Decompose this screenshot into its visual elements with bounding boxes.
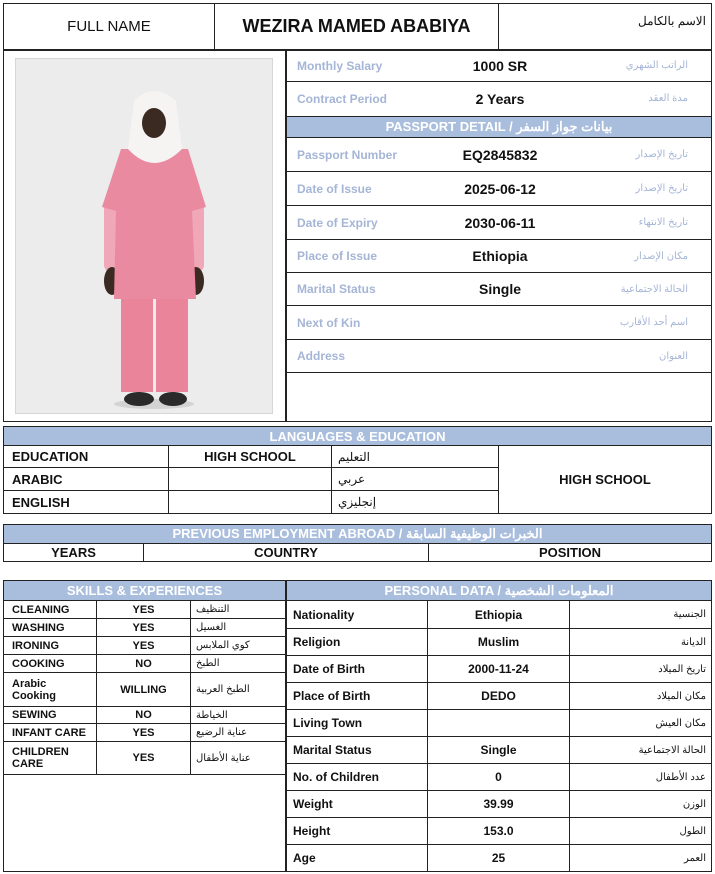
next-of-kin-value <box>430 306 570 339</box>
employment-col-position: POSITION <box>538 545 602 560</box>
skill-ironing-value: YES <box>132 639 155 652</box>
education-label-ar: التعليم <box>338 449 370 464</box>
nationality-label: Nationality <box>293 607 355 622</box>
skill-arabic-cooking-value: WILLING <box>120 683 167 696</box>
address-value <box>430 340 570 372</box>
issue-date-label-ar: تاريخ الإصدار <box>635 183 688 194</box>
address-label-ar: العنوان <box>659 350 688 362</box>
candidate-photo <box>15 58 273 414</box>
passport-marital-label-ar: الحالة الاجتماعية <box>620 283 688 295</box>
employment-col-country: COUNTRY <box>254 545 318 560</box>
next-of-kin-label-ar: اسم أحد الأقارب <box>619 317 688 328</box>
skill-cleaning-value: YES <box>132 603 155 616</box>
skill-cooking-label: COOKING <box>12 657 65 670</box>
english-label: ENGLISH <box>12 494 70 510</box>
place-of-birth-value: DEDO <box>481 689 516 703</box>
next-of-kin-label: Next of Kin <box>297 315 361 330</box>
skill-arabic-cooking-label: Arabic Cooking <box>12 677 56 702</box>
place-of-issue-value: Ethiopia <box>472 248 528 264</box>
children-count-label: No. of Children <box>293 770 379 784</box>
weight-label-ar: الوزن <box>682 798 706 810</box>
place-of-issue-label-ar: مكان الإصدار <box>634 250 688 262</box>
passport-number-label: Passport Number <box>297 147 398 162</box>
living-town-label: Living Town <box>293 716 363 730</box>
skill-washing-value: YES <box>132 621 155 634</box>
salary-value: 1000 SR <box>472 57 528 74</box>
english-value <box>169 491 331 513</box>
address-label: Address <box>297 349 346 363</box>
dob-label-ar: تاريخ الميلاد <box>658 663 706 675</box>
height-label: Height <box>293 824 331 838</box>
expiry-date-value: 2030-06-11 <box>464 214 536 231</box>
period-label: Contract Period <box>297 91 388 106</box>
age-label-ar: العمر <box>684 852 706 864</box>
period-label-ar: مدة العقد <box>648 93 688 104</box>
expiry-date-label-ar: تاريخ الانتهاء <box>638 217 688 228</box>
skill-cooking-label-ar: الطبخ <box>196 658 220 669</box>
nationality-value: Ethiopia <box>474 607 523 622</box>
place-of-birth-label-ar: مكان الميلاد <box>656 690 706 702</box>
skill-children-care-label: CHILDREN CARE <box>12 746 69 770</box>
education-value: HIGH SCHOOL <box>204 449 296 464</box>
english-label-ar: إنجليزي <box>338 495 377 509</box>
place-of-birth-label: Place of Birth <box>293 689 371 703</box>
skill-sewing-label-ar: الخياطة <box>196 709 228 721</box>
person-figure-icon <box>16 59 274 415</box>
skill-ironing-label: IRONING <box>12 639 60 652</box>
expiry-date-label: Date of Expiry <box>297 215 378 230</box>
skill-cleaning-label: CLEANING <box>12 603 70 616</box>
weight-value: 39.99 <box>483 797 514 811</box>
living-town-value <box>428 710 569 736</box>
dob-label: Date of Birth <box>293 662 365 676</box>
education-label: EDUCATION <box>12 449 89 464</box>
height-label-ar: الطول <box>679 825 706 837</box>
age-value: 25 <box>491 851 506 865</box>
salary-label-ar: الراتب الشهري <box>625 60 688 71</box>
issue-date-value: 2025-06-12 <box>464 180 536 197</box>
candidate-name: WEZIRA MAMED ABABIYA <box>242 16 471 36</box>
children-count-label-ar: عدد الأطفال <box>655 771 706 783</box>
personal-section-title: PERSONAL DATA / المعلومات الشخصية <box>286 580 712 601</box>
employment-section-title: PREVIOUS EMPLOYMENT ABROAD / الخبرات الوظيفية السابقة <box>3 524 712 544</box>
skill-children-care-label-ar: عناية الأطفال <box>196 752 251 764</box>
religion-value: Muslim <box>477 635 520 649</box>
skill-sewing-label: SEWING <box>12 709 57 721</box>
skill-arabic-cooking-label-ar: الطبخ العربية <box>196 684 250 695</box>
arabic-value <box>169 468 331 490</box>
nationality-label-ar: الجنسية <box>673 609 706 620</box>
personal-marital-label-ar: الحالة الاجتماعية <box>638 744 706 756</box>
skill-washing-label: WASHING <box>12 621 65 634</box>
languages-section-title: LANGUAGES & EDUCATION <box>3 426 712 446</box>
arabic-label-ar: عربي <box>338 472 366 486</box>
arabic-label: ARABIC <box>12 471 63 487</box>
skill-ironing-label-ar: كوي الملابس <box>196 640 250 651</box>
education-summary: HIGH SCHOOL <box>559 472 651 487</box>
passport-number-label-ar: تاريخ الإصدار <box>635 149 688 160</box>
full-name-label: FULL NAME <box>67 18 151 35</box>
children-count-value: 0 <box>495 770 502 784</box>
skill-infant-care-label: INFANT CARE <box>12 726 86 739</box>
skill-infant-care-label-ar: عناية الرضيع <box>196 727 248 738</box>
employment-col-years: YEARS <box>51 545 96 560</box>
passport-marital-label: Marital Status <box>297 282 376 296</box>
skill-cleaning-label-ar: التنظيف <box>196 604 230 615</box>
skill-cooking-value: NO <box>135 657 152 670</box>
passport-section-title: PASSPORT DETAIL / بيانات جواز السفر <box>286 116 712 138</box>
passport-number-value: EQ2845832 <box>462 146 538 163</box>
personal-marital-value: Single <box>480 743 517 757</box>
skill-washing-label-ar: الغسيل <box>196 622 227 633</box>
place-of-issue-label: Place of Issue <box>297 249 378 263</box>
issue-date-label: Date of Issue <box>297 181 372 196</box>
age-label: Age <box>293 851 316 865</box>
passport-marital-value: Single <box>478 281 521 297</box>
weight-label: Weight <box>293 797 333 811</box>
salary-label: Monthly Salary <box>297 58 383 73</box>
religion-label: Religion <box>293 635 341 649</box>
skill-infant-care-value: YES <box>132 726 155 739</box>
period-value: 2 Years <box>475 90 525 107</box>
full-name-label-ar: الاسم بالكامل <box>637 14 706 28</box>
religion-label-ar: الديانة <box>680 636 706 648</box>
height-value: 153.0 <box>483 824 514 838</box>
skill-sewing-value: NO <box>135 709 152 721</box>
dob-value: 2000-11-24 <box>468 662 529 676</box>
personal-marital-label: Marital Status <box>293 743 372 757</box>
skill-children-care-value: YES <box>132 752 155 764</box>
living-town-label-ar: مكان العيش <box>655 717 706 729</box>
skills-section-title: SKILLS & EXPERIENCES <box>3 580 286 601</box>
